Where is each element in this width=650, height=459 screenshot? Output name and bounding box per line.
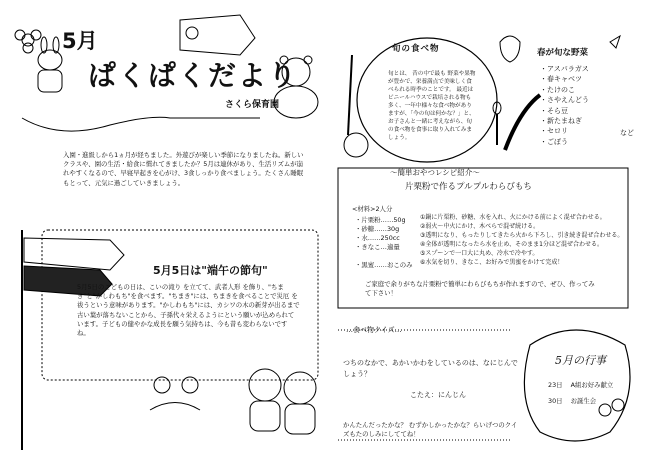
butterfly-icon xyxy=(610,36,620,48)
quiz-header: …食べ物クイズ… xyxy=(346,326,402,334)
cabbage-icon xyxy=(344,133,368,157)
carp-streamer-icon xyxy=(180,15,255,55)
event-row xyxy=(548,380,613,389)
flower-icon xyxy=(15,30,41,53)
list-item: ・黒蜜……おこのみ xyxy=(355,261,413,269)
list-item: ・砂糖……30g xyxy=(355,225,400,233)
peas-icon xyxy=(505,95,540,150)
list-item: ・水……250cc xyxy=(355,234,400,242)
event-name: お誕生会 xyxy=(570,397,597,405)
list-item: ①鍋に片栗粉、砂糖、水を入れ、火にかける前によく混ぜ合わせる。 xyxy=(420,214,606,221)
vegetables-title: 春が旬な野菜 xyxy=(537,48,589,58)
vegetables-extra: など xyxy=(620,129,634,137)
children-icon xyxy=(249,369,316,434)
quiz-answer: こたえ：にんじん xyxy=(410,391,466,399)
school-name: さくら保育園 xyxy=(225,100,280,110)
list-item: ・ 新たまねぎ xyxy=(549,116,589,126)
list-item: ④全体が透明になったら水を止め、そのまま1分ほど混ぜ合わせる。 xyxy=(420,241,603,248)
recipe-header: ～簡単おやつレシピ紹介～ xyxy=(390,168,480,177)
mice-icon xyxy=(150,377,200,410)
recipe-name: 片栗粉で作るプルプルわらびもち xyxy=(405,182,532,192)
quiz-footer: かんたんだったかな？ むずかしかったかな？らいげつのクイズもたのしみにしててね！ xyxy=(343,421,518,439)
recipe-steps xyxy=(420,213,623,267)
list-item: ・ 春キャベツ xyxy=(549,74,589,84)
intro-text: 入園・進級しから1ヵ月が経ちました。外遊びが楽しい季節になりましたね。新しいクラスや、園の生活・給食に慣れてきましたか？5月は連休があり、生活リズムが崩れやすくなるので、早寝早起きを心がけ、3食しっかり食べましょう。たくさん睡眠もとって、元気に過ごしていきましょう。 xyxy=(63,151,304,187)
newsletter-title: ぱくぱくだより xyxy=(88,59,299,92)
festival-title: 5月5日は"端午の節句" xyxy=(153,264,268,277)
list-item: ・ さやえんどう xyxy=(549,95,589,105)
event-date: 30日 xyxy=(548,397,563,405)
seasonal-title: 旬の食べ物 xyxy=(392,44,440,54)
list-item: ②弱火～中火にかけ、木べらで混ぜ続ける。 xyxy=(420,223,540,230)
list-item: ・ アスパラガス xyxy=(549,64,589,74)
list-item: ・ たけのこ xyxy=(549,85,589,95)
list-item: ・ ごぼう xyxy=(549,137,589,147)
strawberry-icon xyxy=(500,36,520,62)
list-item: ・きなこ…適量 xyxy=(355,243,400,251)
list-item: ・片栗粉……50g xyxy=(355,216,406,224)
banner-line xyxy=(22,117,260,131)
ingredients-list xyxy=(355,216,413,270)
month-label: 5月 xyxy=(62,29,98,53)
list-item: ⑤スプーンで一口大に丸め、冷水で冷やす。 xyxy=(420,250,539,257)
list-item: ③透明になり、もったりしてきたら火から下ろし、引き続き混ぜ合わせる。 xyxy=(420,232,624,239)
event-date: 23日 xyxy=(548,381,563,389)
list-item: ・ セロリ xyxy=(549,126,589,136)
events-title: 5月の行事 xyxy=(555,354,606,367)
rabbit-icon xyxy=(38,37,62,92)
festival-text: 5月5日のこどもの日は、こいの滝り を立てて、武者人形 を飾り、"ちまき"と"かしわもち"を食べます。"ちまき"には、ちまきを食べることで災厄 を祓うという意味があります。"かしわもち"には、カシワの木の新芽が出るまで古い葉が落ちないことから、子孫代々栄えるようにという願いが込められています。子どもの健やかな成長を願う気持ちは、今も昔も変わらないですね。 xyxy=(77,283,300,338)
list-item: ・ そら豆 xyxy=(549,106,589,116)
quiz-question: つちのなかで、あかいかわをしているのは、なにじんでしょう？ xyxy=(343,359,518,378)
fork-icon xyxy=(348,55,352,135)
seasonal-text: 旬とは、 昔の中で最も 野菜や果物が豊かで、栄養満点で美味しく食べられる時季のことです。 最近はビニールハウスで栽培される物も多く、一年中様々な食べ物がありますが、「今の旬は何かな？」と、お子さんと一緒に考えながら、旬の食べ物を食事に取り入れてみましょう。 xyxy=(388,71,476,141)
event-row xyxy=(548,396,596,405)
list-item: ⑥水気を切り、きなこ、お好みで黒蜜をかけて完成！ xyxy=(420,259,564,266)
event-name: A組お好み献立 xyxy=(570,381,614,389)
strawberries-icon xyxy=(599,399,624,416)
vegetables-list xyxy=(549,64,589,147)
ingredients-label: <材料>2人分 xyxy=(352,205,393,213)
recipe-note: ご家庭で余りがちな片栗粉で簡単にわらびもちが作れますので、ぜひ、作ってみて下さい！ xyxy=(365,280,595,298)
